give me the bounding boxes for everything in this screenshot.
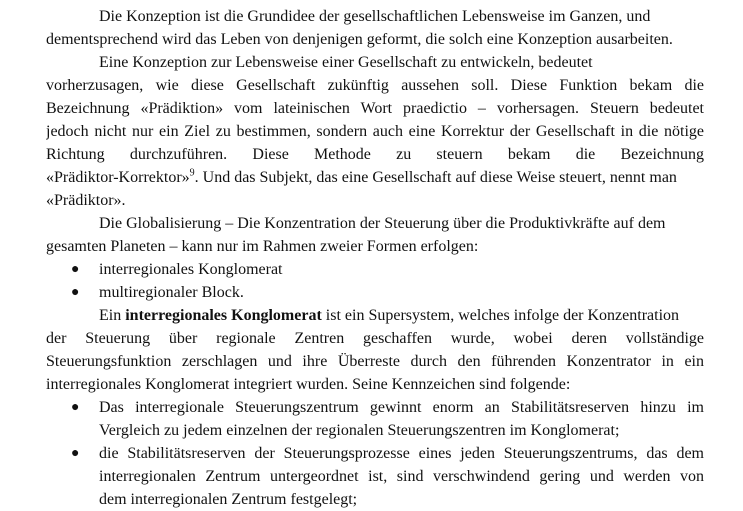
paragraph-line: gesamten Planeten – kann nur im Rahmen zweier Formen erfolgen: [46,238,479,255]
list-item: multiregionaler Block. [99,284,244,301]
paragraph-line: dementsprechend wird das Leben von denjenigen geformt, die solch eine Konzeption ausarbeiten. [46,31,673,48]
list-item: Das interregionale Steuerungszentrum gewinnt enorm an Stabilitätsreserven hinzu im [99,399,704,416]
paragraph-line: Steuerungsfunktion zerschlagen und ihre Überreste durch den führenden Konzentrator in ein [46,353,704,370]
paragraph-line: «Prädiktor». [46,192,126,209]
paragraph-line: vorherzusagen, wie diese Gesellschaft zukünftig aussehen soll. Diese Funktion bekam die [46,77,704,94]
text-span: «Prädiktor-Korrektor» [46,169,190,186]
paragraph-line: jedoch nicht nur ein Ziel zu bestimmen, sondern auch eine Korrektur der Gesellschaft in die nötige [46,123,704,140]
paragraph-line [46,166,704,189]
footnote-marker: 9 [189,167,195,179]
list-item: die Stabilitätsreserven der Steuerungsprozesse eines jeden Steuerungszentrums, das dem [99,445,704,462]
paragraph-line: der Steuerung über regionale Zentren geschaffen wurde, wobei deren vollständige [46,330,704,347]
list-item-continuation: interregionalen Zentrum untergeordnet ist, sind verschwindend gering und werden von [99,468,704,485]
list-item-continuation: Vergleich zu jedem einzelnen der regionalen Steuerungszentren im Konglomerat; [99,422,620,439]
paragraph-line: Eine Konzeption zur Lebensweise einer Gesellschaft zu entwickeln, bedeutet [99,54,593,71]
bullet-icon: ● [71,400,80,415]
paragraph-line: interregionales Konglomerat integriert wurden. Seine Kennzeichen sind folgende: [46,376,571,393]
bullet-icon: ● [71,262,80,277]
paragraph-line: Richtung durchzuführen. Diese Methode zu steuern bekam die Bezeichnung [46,146,704,163]
bullet-icon: ● [71,285,80,300]
paragraph-line: Bezeichnung «Prädiktion» vom lateinischen Wort praedictio – vorhersagen. Steuern bedeutet [46,100,704,117]
text-span: ist ein Supersystem, welches infolge der Konzentration [321,307,680,324]
bold-term: interregionales Konglomerat [125,307,322,324]
bullet-icon: ● [71,446,80,461]
paragraph-line: Die Konzeption ist die Grundidee der gesellschaftlichen Lebensweise im Ganzen, und [99,8,651,25]
text-span: Ein [99,307,126,324]
list-item: interregionales Konglomerat [99,261,283,278]
paragraph-line [99,304,704,327]
text-span: . Und das Subjekt, das eine Gesellschaft auf diese Weise steuert, nennt man [194,169,677,186]
list-item-continuation: dem interregionalen Zentrum festgelegt; [99,491,358,508]
paragraph-line: Die Globalisierung – Die Konzentration der Steuerung über die Produktivkräfte auf dem [99,215,666,232]
